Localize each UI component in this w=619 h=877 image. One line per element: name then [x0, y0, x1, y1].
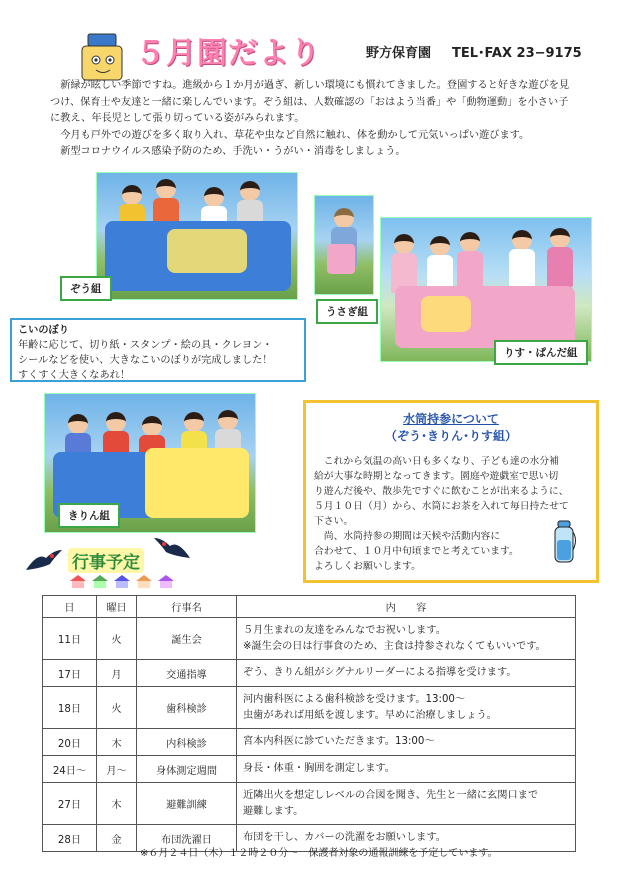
content-line: ※誕生会の日は行事食のため、主食は持参されなくてもいいです。 — [243, 640, 546, 652]
content-line: ５月生まれの友達をみんなでお祝いします。 — [243, 624, 446, 636]
koinobori-line: 年齢に応じて、切り紙・スタンプ・絵の具・クレヨン・ — [18, 340, 273, 351]
photo-zou-group — [96, 172, 298, 300]
cell-content — [237, 618, 576, 660]
events-title: 行事予定 — [68, 548, 144, 573]
cell-weekday: 月〜 — [97, 756, 137, 783]
cell-weekday: 木 — [97, 729, 137, 756]
content-line: 避難します。 — [243, 805, 304, 817]
mascot-icon — [80, 32, 126, 82]
intro-line: 新型コロナウイルス感染予防のため、手洗い・うがい・消毒をしましょう。 — [60, 146, 406, 158]
cell-day: 11日 — [43, 618, 97, 660]
water-line: 給が大事な時期となってきます。園庭や遊戯室で思い切 — [314, 471, 559, 482]
cell-day: 18日 — [43, 687, 97, 729]
table-row — [43, 687, 576, 729]
water-line: これから気温の高い日も多くなり、子ども達の水分補 — [323, 456, 559, 467]
water-line: 下さい。 — [314, 516, 354, 527]
cell-weekday: 火 — [97, 687, 137, 729]
cell-content: 布団を干し、カバーの洗濯をお願いします。 — [237, 825, 576, 852]
intro-line: 今月も戸外での遊びを多く取り入れ、草花や虫など自然に触れ、体を動かして元気いっぱい遊びます。 — [60, 129, 530, 141]
koinobori-line: すくすく大きくなあれ！ — [18, 370, 131, 381]
footnote: ※６月２４日（木）１２時２０分〜 保護者対象の通報訓練を予定しています。 — [140, 848, 498, 859]
cell-weekday: 木 — [97, 783, 137, 825]
houses-decoration-icon — [66, 574, 176, 588]
content-line: 近隣出火を想定しレベルの合図を聞き、先生と一緒に玄関口まで — [243, 789, 539, 801]
water-title-line1: 水筒持参について — [403, 412, 499, 426]
table-row — [43, 660, 576, 687]
cell-content: ぞう、きりん組がシグナルリーダーによる指導を受けます。 — [237, 660, 576, 687]
cell-day: 28日 — [43, 825, 97, 852]
page-title: ５月園だより — [135, 36, 321, 71]
water-line: 合わせて、１０月中旬頃までと考えています。 — [314, 546, 519, 557]
cell-event: 誕生会 — [137, 618, 237, 660]
cell-event: 歯科検診 — [137, 687, 237, 729]
koinobori-line: シールなどを使い、大きなこいのぼりが完成しました！ — [18, 355, 273, 366]
col-header-event: 行事名 — [137, 596, 237, 618]
cell-weekday: 金 — [97, 825, 137, 852]
cell-event: 交通指導 — [137, 660, 237, 687]
table-row — [43, 783, 576, 825]
cell-content: 宮本内科医に診ていただきます。13:00〜 — [237, 729, 576, 756]
photo-label-zou: ぞう組 — [60, 276, 112, 301]
photo-usagi-group — [314, 195, 374, 295]
water-notice-title — [306, 411, 596, 445]
koinobori-title: こいのぼり — [18, 325, 69, 336]
photo-label-risu-panda: りす・ぱんだ組 — [494, 340, 588, 365]
cell-event: 避難訓練 — [137, 783, 237, 825]
cell-day: 24日〜 — [43, 756, 97, 783]
water-bottle-icon — [552, 520, 576, 564]
intro-line: つけ、保育士や友達と一緒に楽しんでいます。ぞう組は、人数確認の「おはよう当番」や「動物運動」を小さい子 — [50, 96, 569, 108]
col-header-day: 日 — [43, 596, 97, 618]
cell-event: 身体測定週間 — [137, 756, 237, 783]
water-line: り遊んだ後や、散歩先ですぐに飲むことが出来るように、 — [314, 486, 569, 497]
school-name: 野方保育園 — [366, 46, 432, 61]
intro-line: に教え、年長児として張り切っている姿がみられます。 — [50, 113, 305, 125]
table-row — [43, 729, 576, 756]
photo-label-usagi: うさぎ組 — [316, 299, 378, 324]
table-header-row — [43, 596, 576, 618]
table-row — [43, 618, 576, 660]
cell-day: 17日 — [43, 660, 97, 687]
swallow-right-icon — [152, 536, 192, 562]
water-notice-body — [314, 454, 586, 574]
cell-content: 身長・体重・胸囲を測定します。 — [237, 756, 576, 783]
cell-weekday: 火 — [97, 618, 137, 660]
cell-weekday: 月 — [97, 660, 137, 687]
cell-content — [237, 783, 576, 825]
col-header-weekday: 曜日 — [97, 596, 137, 618]
cell-day: 20日 — [43, 729, 97, 756]
intro-line: 新緑が眩しい季節ですね。進級から１か月が過ぎ、新しい環境にも慣れてきました。登園すると好きな遊びを見 — [60, 80, 570, 91]
cell-content — [237, 687, 576, 729]
content-line: 虫歯があれば用紙を渡します。早めに治療しましょう。 — [243, 709, 497, 721]
water-title-line2: （ぞう･きりん･りす組） — [384, 429, 517, 443]
water-line: よろしくお願いします。 — [314, 561, 421, 572]
col-header-content: 内 容 — [237, 596, 576, 618]
events-table — [42, 595, 576, 852]
koinobori-caption — [10, 318, 306, 382]
intro-text — [50, 78, 595, 161]
water-line: ５月１０日（月）から、水筒にお茶を入れて毎日持たせて — [314, 501, 569, 512]
water-bottle-notice — [303, 400, 599, 583]
cell-day: 27日 — [43, 783, 97, 825]
table-row — [43, 756, 576, 783]
content-line: 河内歯科医による歯科検診を受けます。13:00〜 — [243, 693, 466, 705]
tel-fax: TEL･FAX 23−9175 — [452, 46, 582, 61]
water-line: 尚、水筒持参の期間は天候や活動内容に — [323, 531, 501, 542]
photo-label-kirin: きりん組 — [58, 503, 120, 528]
cell-event: 内科検診 — [137, 729, 237, 756]
cell-event: 布団洗濯日 — [137, 825, 237, 852]
swallow-left-icon — [24, 548, 64, 574]
